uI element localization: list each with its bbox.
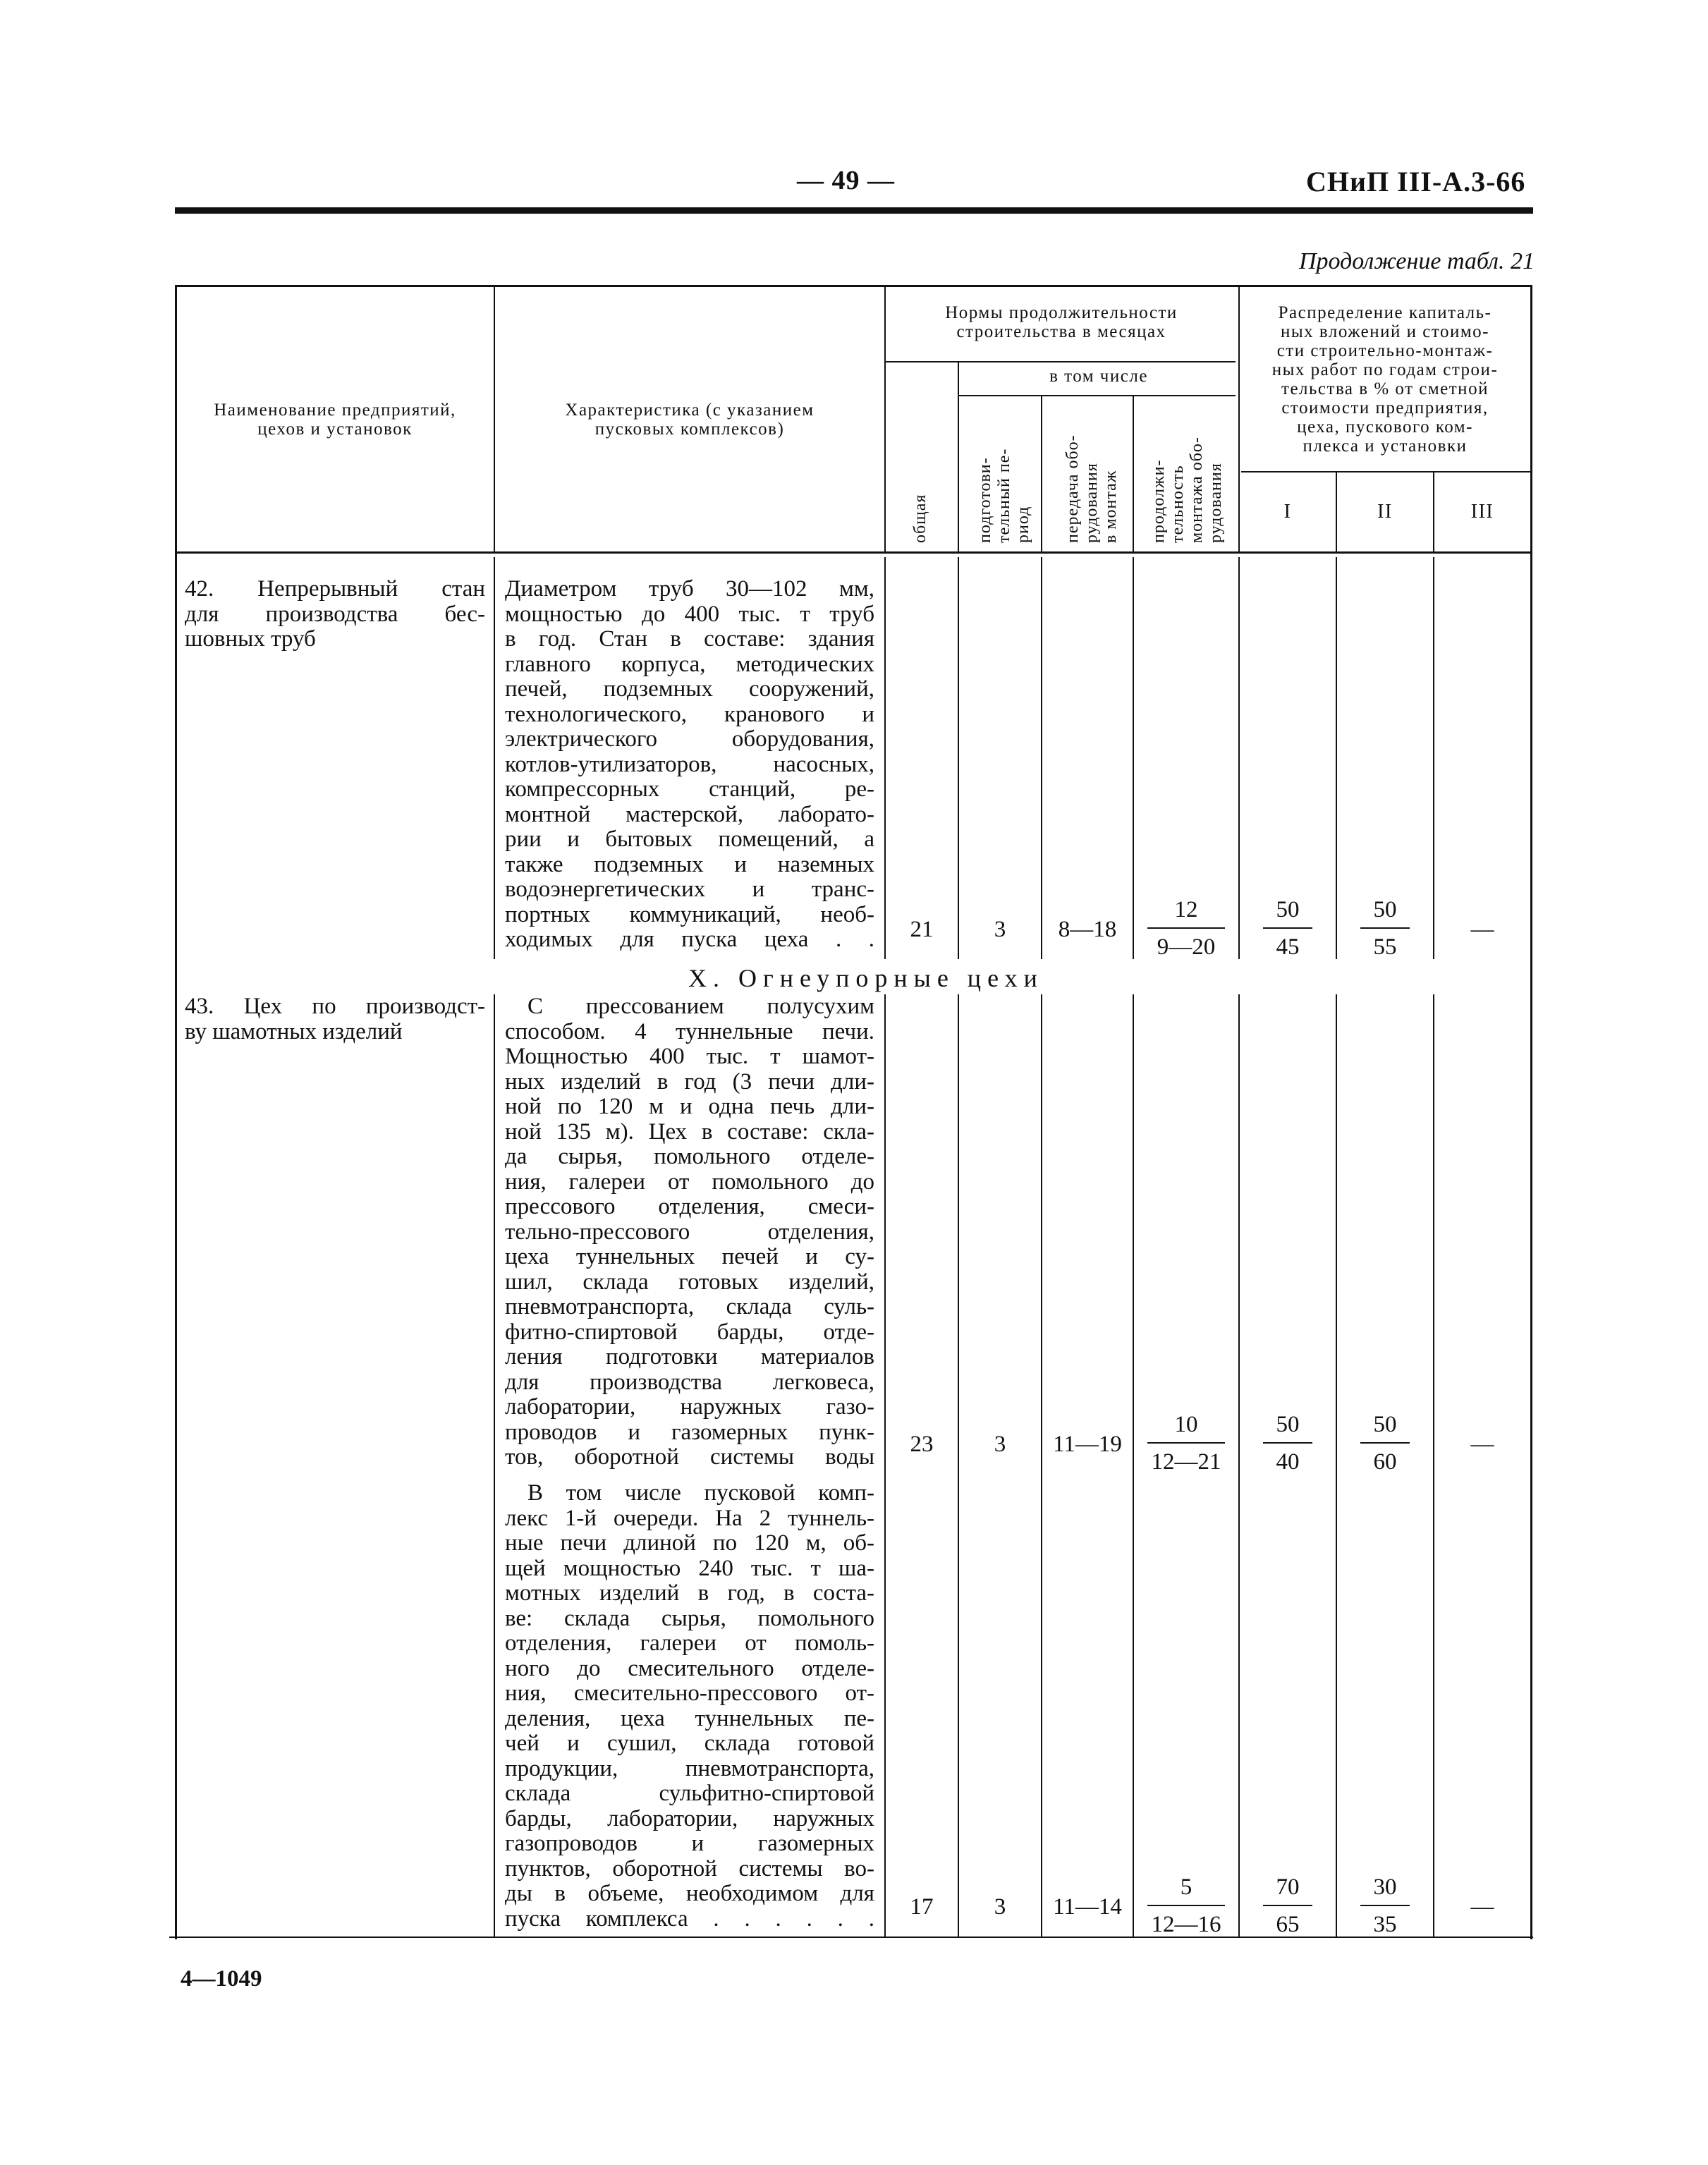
section-heading: X. Огнеупорные цехи xyxy=(688,964,1044,992)
fraction-bar xyxy=(1263,1905,1312,1906)
prep-column-rule xyxy=(1041,994,1042,1937)
fraction-bar xyxy=(1360,1442,1410,1444)
fraction-bar xyxy=(1147,1905,1225,1906)
row43-year2: 50 60 xyxy=(1337,1412,1433,1475)
fraction-bar xyxy=(1263,927,1312,929)
row43b-total: 17 xyxy=(910,1894,934,1920)
including-group-rule xyxy=(959,395,1236,396)
row43b-characteristic: В том числе пусковой комп- лекс 1-й очереди. На 2 туннель- ные печи длиной по 120 м, об- щей мощностью 240 тыс. т ша- мотных изделий в год, в соста- ве: склада сырья, помольного отделения, галереи от помоль- ного до смесительного отделе- ния, смесительно-прессового от- деления, цеха туннельных пе- чей и сушил, склада готовой продукции, пневмотранспорта, склада сульфитно-спиртовой барды, лаборатории, наружных газопроводов и газомерных пунктов, оборотной системы во- ды в объеме, необходимом для пуска комплекса . . . . . . xyxy=(505,1480,874,1932)
row43b-year3: — xyxy=(1470,1894,1494,1920)
row42-year1: 50 45 xyxy=(1240,897,1336,960)
row43-duration: 10 12—21 xyxy=(1134,1412,1238,1475)
prep-column-rule xyxy=(1041,557,1042,959)
header-total: общая xyxy=(911,494,929,543)
row43-prep: 3 xyxy=(994,1432,1006,1457)
year2-column-rule xyxy=(1433,994,1434,1937)
row42-duration: 12 9—20 xyxy=(1134,897,1238,960)
row43-total: 23 xyxy=(910,1432,934,1457)
header-year-1: I xyxy=(1283,501,1292,523)
row43b-year1: 70 65 xyxy=(1240,1874,1336,1938)
header-prep-period: подготови- тельный пе- риод xyxy=(976,448,1032,543)
name-column-rule xyxy=(494,557,495,959)
header-bottom-rule xyxy=(175,551,1532,554)
distribution-group-rule xyxy=(1241,471,1530,472)
year2-column-rule xyxy=(1433,557,1434,959)
header-distribution: Распределение капиталь- ных вложений и стоимо- сти строительно-монтаж- ных работ по годам строи- тельства в % от сметной стоимости предприятия, цеха, пускового ком- плекса и установки xyxy=(1271,303,1499,456)
transfer-column-rule xyxy=(1133,395,1134,553)
table-continuation-label: Продолжение табл. 21 xyxy=(1298,248,1535,274)
row43b-year2: 30 35 xyxy=(1337,1874,1433,1938)
row42-total: 21 xyxy=(910,917,934,942)
header-characteristic: Характеристика (с указанием пусковых комплексов) xyxy=(565,401,815,439)
header-norms: Нормы продолжительности строительства в месяцах xyxy=(945,303,1178,341)
header-equipment-transfer: передача обо- рудования в монтаж xyxy=(1063,434,1120,543)
sheet-number: 4—1049 xyxy=(181,1966,262,1992)
char-column-rule xyxy=(884,994,886,1937)
table-right-border xyxy=(1530,285,1532,1939)
page-number: — 49 — xyxy=(797,166,895,195)
char-column-rule xyxy=(884,557,886,959)
row43-transfer: 11—19 xyxy=(1053,1432,1122,1457)
norms-group-rule xyxy=(886,361,1236,362)
fraction-bar xyxy=(1147,927,1225,929)
header-name: Наименование предприятий, цехов и установок xyxy=(214,401,456,439)
row43-characteristic: С прессованием полусухим способом. 4 туннельные печи. Мощностью 400 тыс. т шамот- ных изделий в год (3 печи дли- ной по 120 м и одна печь дли- ной 135 м). Цех в составе: скла- да сырья, помольного отделе- ния, галереи от помольного до прессового отделения, смеси- тельно-прессового отделения, цеха туннельных печей и су- шил, склада готовых изделий, пневмотранспорта, склада суль- фитно-спиртовой барды, отде- ления подготовки материалов для производства легковеса, лаборатории, наружных газо- проводов и газомерных пунк- тов, оборотной системы воды xyxy=(505,994,874,1470)
fraction-bar xyxy=(1147,1442,1225,1444)
row42-transfer: 8—18 xyxy=(1058,917,1117,942)
row43-year3: — xyxy=(1470,1432,1494,1457)
row42-prep: 3 xyxy=(994,917,1006,942)
header-year-3: III xyxy=(1470,501,1494,523)
total-column-rule xyxy=(958,361,959,553)
row43-year1: 50 40 xyxy=(1240,1412,1336,1475)
document-code: СНиП III-А.3-66 xyxy=(1306,166,1526,197)
row42-name: 42. Непрерывный стан для производства бес- шовных труб xyxy=(185,576,485,652)
name-column-rule xyxy=(494,285,495,553)
name-column-rule xyxy=(494,994,495,1937)
header-year-2: II xyxy=(1377,501,1393,523)
row43b-transfer: 11—14 xyxy=(1053,1894,1122,1920)
header-installation-duration: продолжи- тельность монтажа обо- рудования xyxy=(1149,437,1225,543)
fraction-bar xyxy=(1360,927,1410,929)
row42-year2: 50 55 xyxy=(1337,897,1433,960)
row42-year3: — xyxy=(1470,917,1494,942)
table-left-border xyxy=(175,285,177,1939)
row42-characteristic: Диаметром труб 30—102 мм, мощностью до 400 тыс. т труб в год. Стан в составе: здания главного корпуса, методических печей, подземных сооружений, технологического, кранового и электрического оборудования, котлов-утилизаторов, насосных, компрессорных станций, ре- монтной мастерской, лаборато- рии и бытовых помещений, а также подземных и наземных водоэнергетических и транс- портных коммуникаций, необ- ходимых для пуска цеха . . xyxy=(505,576,874,952)
total-column-rule xyxy=(958,994,959,1937)
fraction-bar xyxy=(1360,1905,1410,1906)
char-column-rule xyxy=(884,285,886,553)
total-column-rule xyxy=(958,557,959,959)
prep-column-rule xyxy=(1041,395,1042,553)
fraction-bar xyxy=(1263,1442,1312,1444)
row43-name: 43. Цех по производст- ву шамотных изделий xyxy=(185,994,485,1044)
table-top-border xyxy=(175,285,1532,287)
row43b-prep: 3 xyxy=(994,1894,1006,1920)
header-including: в том числе xyxy=(1049,367,1148,386)
row43b-duration: 5 12—16 xyxy=(1134,1874,1238,1938)
